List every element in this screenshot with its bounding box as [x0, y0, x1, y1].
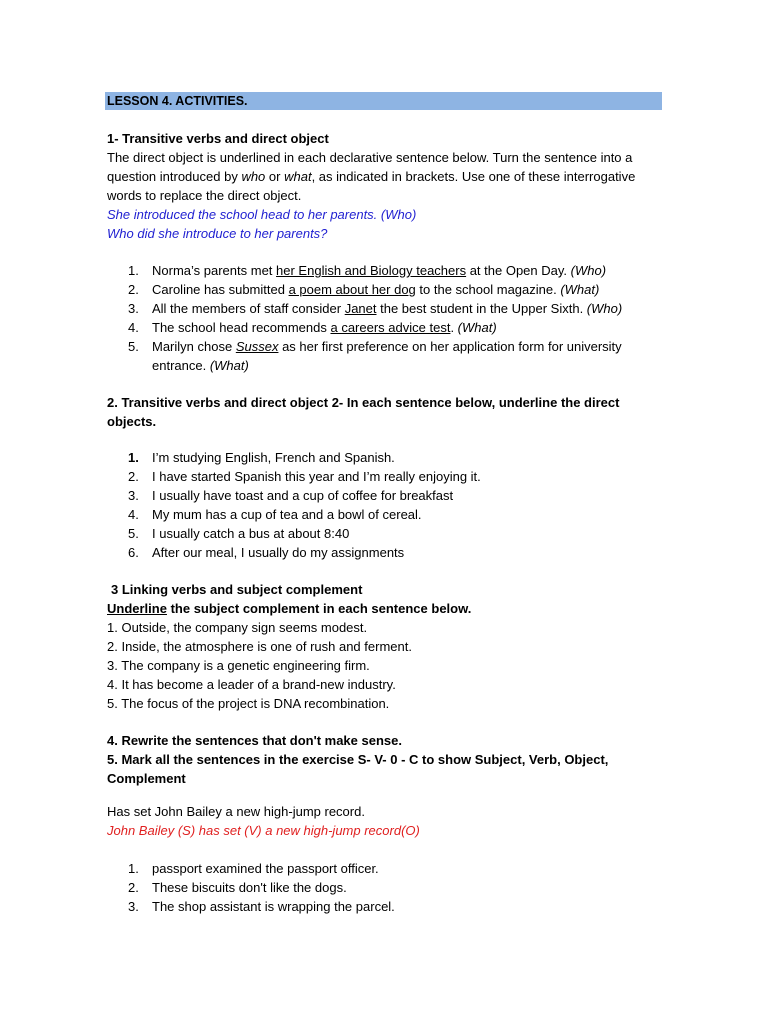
- section-2: [107, 393, 667, 431]
- list-item: 2. These biscuits don't like the dogs.: [128, 880, 347, 895]
- list-item: 3. I usually have toast and a cup of coffee for breakfast: [128, 488, 454, 503]
- list-item: 3. The shop assistant is wrapping the parcel.: [128, 899, 395, 914]
- list-item: 1. I’m studying English, French and Spanish.: [128, 450, 395, 465]
- section-1-instructions: The direct object is underlined in each declarative sentence below. Turn the sentence into a question introduced by who or what, as indicated in brackets. Use one of these interrogative words to replace the direct object.: [107, 150, 636, 203]
- section-3-instructions: Underline the subject complement in each sentence below.: [107, 601, 472, 616]
- list-item: 2. Caroline has submitted a poem about her dog to the school magazine. (What): [128, 282, 600, 297]
- list-item: 1. Norma’s parents met her English and Biology teachers at the Open Day. (Who): [128, 263, 607, 278]
- section-4: [107, 731, 667, 788]
- section-5-heading: 5. Mark all the sentences in the exercise S- V- 0 - C to show Subject, Verb, Object, Complement: [107, 752, 609, 786]
- section-3-heading: 3 Linking verbs and subject complement: [111, 582, 363, 597]
- example-answer: John Bailey (S) has set (V) a new high-jump record(O): [107, 823, 420, 838]
- list-item: 4. My mum has a cup of tea and a bowl of cereal.: [128, 507, 422, 522]
- list-item: 2. Inside, the atmosphere is one of rush and ferment.: [107, 639, 412, 654]
- example-statement: She introduced the school head to her parents. (Who): [107, 207, 417, 222]
- section-4-list: [107, 859, 667, 916]
- list-item: 1. passport examined the passport officer.: [128, 861, 379, 876]
- example-sentence: Has set John Bailey a new high-jump record.: [107, 804, 365, 819]
- example-answer: Who did she introduce to her parents?: [107, 226, 328, 241]
- list-item: 6. After our meal, I usually do my assignments: [128, 545, 405, 560]
- section-1-heading: 1- Transitive verbs and direct object: [107, 131, 329, 146]
- list-item: 5. I usually catch a bus at about 8:40: [128, 526, 350, 541]
- list-item: 3. The company is a genetic engineering firm.: [107, 658, 370, 673]
- section-1: [107, 129, 667, 243]
- list-item: 4. It has become a leader of a brand-new industry.: [107, 677, 396, 692]
- list-item: 4. The school head recommends a careers advice test. (What): [128, 320, 497, 335]
- list-item: 2. I have started Spanish this year and I’m really enjoying it.: [128, 469, 481, 484]
- section-1-list: [107, 261, 667, 375]
- list-item: 1. Outside, the company sign seems modest.: [107, 620, 368, 635]
- list-item: 3. All the members of staff consider Janet the best student in the Upper Sixth. (Who): [128, 301, 623, 316]
- lesson-title: LESSON 4. ACTIVITIES.: [105, 92, 662, 110]
- section-2-list: [107, 448, 667, 562]
- list-item: 5. The focus of the project is DNA recombination.: [107, 696, 390, 711]
- section-4-example: [107, 802, 667, 840]
- list-item: 5. Marilyn chose Sussex as her first preference on her application form for university entrance. (What): [128, 339, 622, 373]
- section-2-heading: 2. Transitive verbs and direct object 2- In each sentence below, underline the direct objects.: [107, 395, 620, 429]
- section-3: [107, 580, 667, 713]
- section-4-heading: 4. Rewrite the sentences that don't make sense.: [107, 733, 402, 748]
